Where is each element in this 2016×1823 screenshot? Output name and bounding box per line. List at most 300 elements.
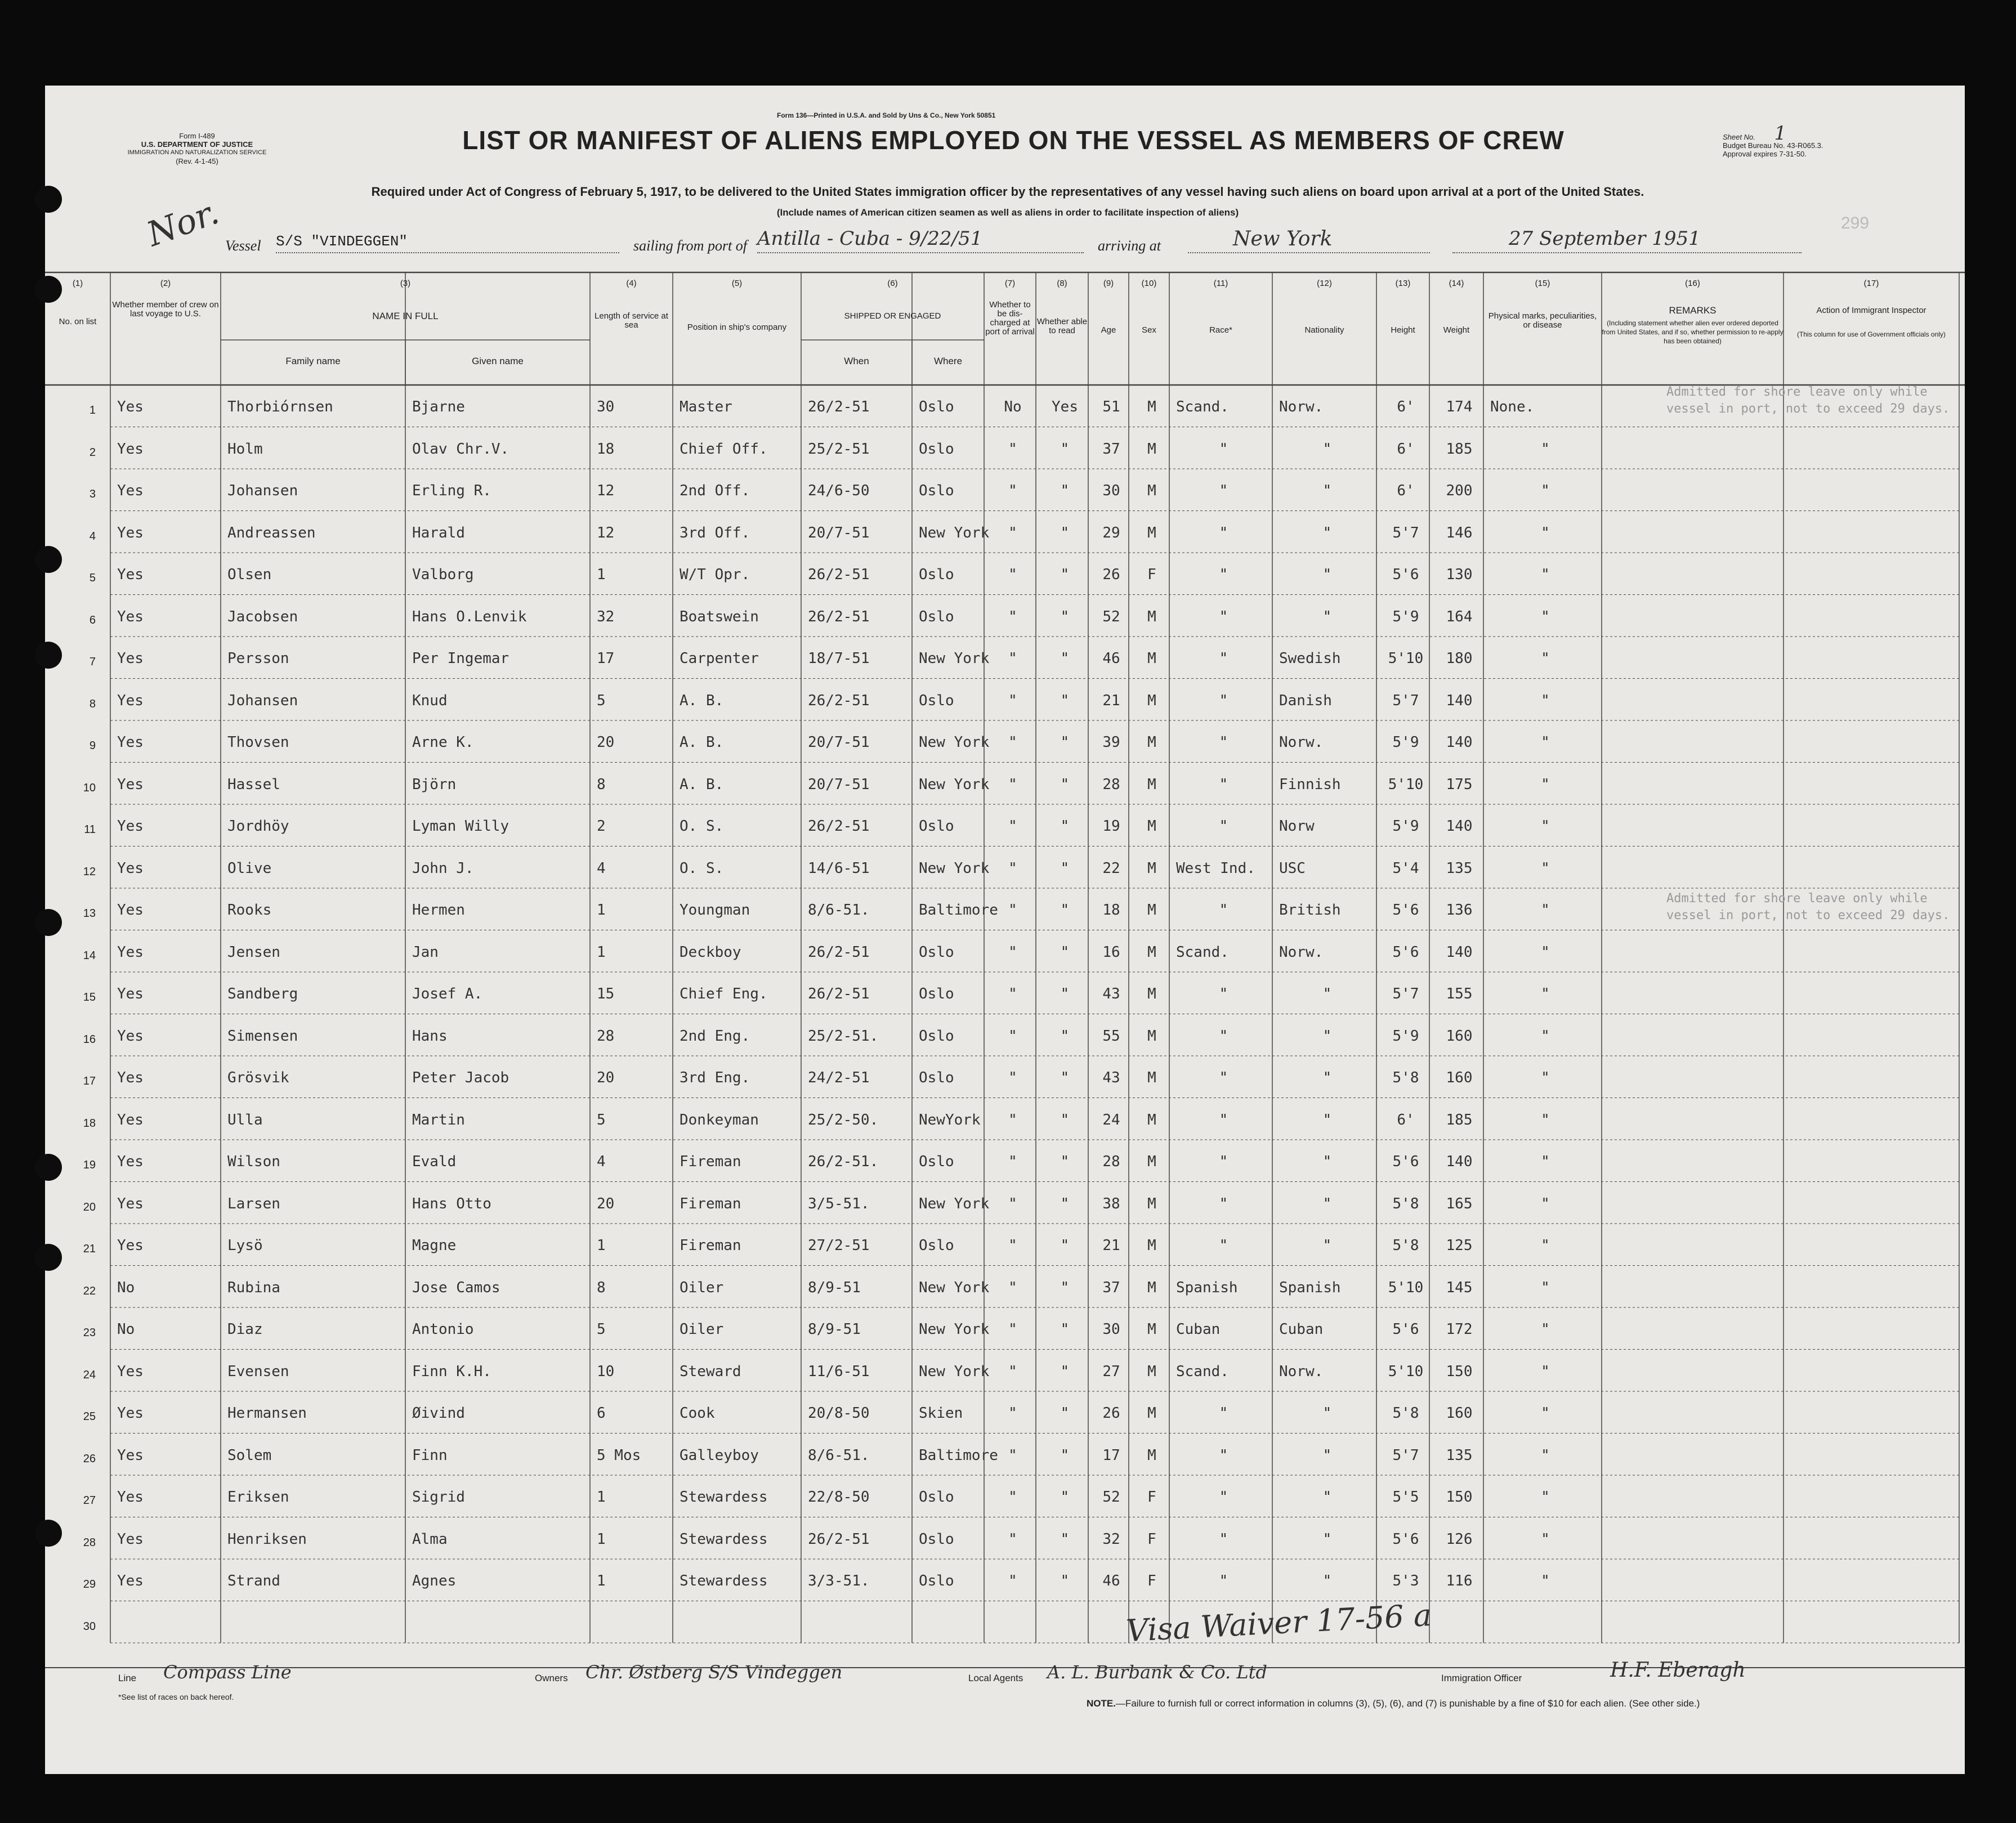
row-14-phys: " xyxy=(1541,943,1550,961)
arriving-label: arriving at xyxy=(1098,238,1161,254)
row-30-n: 30 xyxy=(83,1620,96,1633)
row-5-dis: " xyxy=(1008,566,1017,583)
row-8-phys: " xyxy=(1541,692,1550,709)
row-20-phys: " xyxy=(1541,1195,1550,1212)
row-10-ht: 5'10 xyxy=(1388,776,1424,793)
row-16-wt: 160 xyxy=(1446,1027,1473,1045)
header-sex: Sex xyxy=(1142,325,1156,335)
row-6-n: 6 xyxy=(89,613,96,626)
row-14-where: Oslo xyxy=(919,943,954,961)
row-22-sex: M xyxy=(1147,1279,1156,1296)
row-18-m: Yes xyxy=(117,1111,144,1128)
row-23-phys: " xyxy=(1541,1321,1550,1338)
row-7-n: 7 xyxy=(89,656,96,668)
row-29-giv: Agnes xyxy=(412,1573,457,1589)
header-able-read: Whether able to read xyxy=(1036,317,1088,335)
stamp-number: 299 xyxy=(1841,214,1870,232)
row-12-ht: 5'4 xyxy=(1392,859,1419,877)
row-17-when: 24/2-51 xyxy=(808,1069,870,1086)
row-17-phys: " xyxy=(1541,1069,1550,1086)
row-17-wt: 160 xyxy=(1446,1069,1473,1086)
row-13-wt: 136 xyxy=(1446,902,1473,919)
row-19-phys: " xyxy=(1541,1153,1550,1170)
row-19-nat: " xyxy=(1322,1153,1332,1170)
agents-value: A. L. Burbank & Co. Ltd xyxy=(1047,1661,1267,1683)
agents-label: Local Agents xyxy=(968,1673,1023,1683)
row-18-ht: 6' xyxy=(1397,1111,1415,1128)
row-19-where: Oslo xyxy=(919,1153,954,1170)
row-4-fam: Andreassen xyxy=(227,524,316,541)
row-22-when: 8/9-51 xyxy=(808,1279,861,1296)
row-29-m: Yes xyxy=(117,1573,144,1589)
row-5-giv: Valborg xyxy=(412,566,474,583)
row-14-ht: 5'6 xyxy=(1392,943,1419,961)
row-2-wt: 185 xyxy=(1446,440,1473,458)
row-27-read: " xyxy=(1060,1489,1070,1506)
row-24-read: " xyxy=(1060,1363,1070,1380)
row-17-m: Yes xyxy=(117,1069,144,1086)
row-20-n: 20 xyxy=(83,1201,96,1213)
row-21-sex: M xyxy=(1147,1237,1156,1254)
column-number: (8) xyxy=(1057,279,1067,288)
row-16-sex: M xyxy=(1147,1027,1156,1045)
column-number: (13) xyxy=(1395,279,1411,288)
row-22-pos: Oiler xyxy=(680,1279,724,1296)
row-20-age: 38 xyxy=(1102,1195,1120,1212)
row-24-len: 10 xyxy=(597,1363,615,1380)
row-8-m: Yes xyxy=(117,692,144,709)
row-16-age: 55 xyxy=(1102,1027,1120,1045)
row-4-age: 29 xyxy=(1102,524,1120,541)
row-5-ht: 5'6 xyxy=(1392,566,1419,583)
crew-table xyxy=(45,272,1965,1755)
row-7-fam: Persson xyxy=(227,650,289,667)
row-13-phys: " xyxy=(1541,902,1550,919)
header-remarks: REMARKS xyxy=(1669,305,1716,316)
row-14-dis: " xyxy=(1008,943,1017,961)
row-28-wt: 126 xyxy=(1446,1530,1473,1548)
row-19-ht: 5'6 xyxy=(1392,1153,1419,1170)
row-22-n: 22 xyxy=(83,1284,96,1297)
row-15-race: " xyxy=(1219,986,1228,1002)
row-23-len: 5 xyxy=(597,1321,606,1338)
row-29-nat: " xyxy=(1322,1573,1332,1589)
row-3-when: 24/6-50 xyxy=(808,482,870,499)
row-16-race: " xyxy=(1219,1027,1228,1045)
row-8-where: Oslo xyxy=(919,692,954,709)
row-9-ht: 5'9 xyxy=(1392,734,1419,751)
header-where: Where xyxy=(933,356,963,366)
header-no-on-list: No. on list xyxy=(59,317,97,326)
row-11-age: 19 xyxy=(1102,818,1120,835)
row-27-dis: " xyxy=(1008,1489,1017,1506)
row-17-read: " xyxy=(1060,1069,1070,1086)
row-3-ht: 6' xyxy=(1397,482,1415,499)
owners-label: Owners xyxy=(535,1673,568,1683)
row-18-where: NewYork xyxy=(919,1111,981,1128)
row-2-age: 37 xyxy=(1102,440,1120,458)
row-26-race: " xyxy=(1219,1446,1228,1464)
row-11-pos: O. S. xyxy=(680,818,724,835)
service-name: IMMIGRATION AND NATURALIZATION SERVICE xyxy=(127,149,267,156)
column-number: (12) xyxy=(1317,279,1332,288)
row-8-read: " xyxy=(1060,692,1070,709)
row-7-nat: Swedish xyxy=(1279,650,1341,667)
row-12-wt: 135 xyxy=(1446,859,1473,877)
row-3-fam: Johansen xyxy=(227,482,298,499)
row-23-race: Cuban xyxy=(1176,1321,1221,1338)
revision-date: (Rev. 4-1-45) xyxy=(176,157,218,165)
header-physical-marks: Physical marks, peculiarities, or disease xyxy=(1488,311,1597,330)
row-1-giv: Bjarne xyxy=(412,398,465,415)
sailing-port: Antilla - Cuba - 9/22/51 xyxy=(757,227,983,250)
row-26-when: 8/6-51. xyxy=(808,1446,870,1464)
column-number: (17) xyxy=(1863,279,1879,288)
form-subnote: (Include names of American citizen seamen as well as aliens in order to facilitate inspection of aliens) xyxy=(776,207,1239,218)
row-15-where: Oslo xyxy=(919,986,954,1002)
row-21-ht: 5'8 xyxy=(1392,1237,1419,1254)
row-4-pos: 3rd Off. xyxy=(680,524,750,541)
row-14-race: Scand. xyxy=(1176,943,1229,961)
owners-value: Chr. Østberg S/S Vindeggen xyxy=(585,1661,843,1683)
row-11-giv: Lyman Willy xyxy=(412,818,509,835)
row-4-when: 20/7-51 xyxy=(808,524,870,541)
punch-hole xyxy=(35,1154,62,1181)
row-20-race: " xyxy=(1219,1195,1228,1212)
approval-expiry: Approval expires 7-31-50. xyxy=(1723,150,1807,158)
row-13-when: 8/6-51. xyxy=(808,902,870,919)
row-15-len: 15 xyxy=(597,986,615,1002)
row-5-n: 5 xyxy=(89,572,96,584)
row-28-m: Yes xyxy=(117,1530,144,1548)
row-18-nat: " xyxy=(1322,1111,1332,1128)
row-11-dis: " xyxy=(1008,818,1017,835)
row-11-m: Yes xyxy=(117,818,144,835)
row-24-where: New York xyxy=(919,1363,990,1380)
column-number: (2) xyxy=(160,279,171,288)
row-17-race: " xyxy=(1219,1069,1228,1086)
row-19-dis: " xyxy=(1008,1153,1017,1170)
row-14-giv: Jan xyxy=(412,943,439,961)
row-8-sex: M xyxy=(1147,692,1156,709)
row-14-read: " xyxy=(1060,943,1070,961)
row-11-nat: Norw xyxy=(1279,818,1315,835)
row-25-age: 26 xyxy=(1102,1405,1120,1422)
row-7-phys: " xyxy=(1541,650,1550,667)
row-12-nat: USC xyxy=(1279,859,1306,877)
margin-note: Nor. xyxy=(141,192,224,255)
row-1-m: Yes xyxy=(117,398,144,415)
row-20-len: 20 xyxy=(597,1195,615,1212)
row-3-m: Yes xyxy=(117,482,144,499)
row-7-ht: 5'10 xyxy=(1388,650,1424,667)
row-1-len: 30 xyxy=(597,398,615,415)
row-6-len: 32 xyxy=(597,608,615,625)
vessel-name: S/S "VINDEGGEN" xyxy=(276,233,408,250)
row-11-len: 2 xyxy=(597,818,606,835)
row-22-age: 37 xyxy=(1102,1279,1120,1296)
row-19-age: 28 xyxy=(1102,1153,1120,1170)
row-6-when: 26/2-51 xyxy=(808,608,870,625)
row-28-age: 32 xyxy=(1102,1530,1120,1548)
row-12-phys: " xyxy=(1541,859,1550,877)
row-2-giv: Olav Chr.V. xyxy=(412,440,509,458)
row-26-m: Yes xyxy=(117,1446,144,1464)
row-24-giv: Finn K.H. xyxy=(412,1363,491,1380)
row-27-race: " xyxy=(1219,1489,1228,1506)
row-13-m: Yes xyxy=(117,902,144,919)
row-23-n: 23 xyxy=(83,1327,96,1339)
row-8-len: 5 xyxy=(597,692,606,709)
row-8-when: 26/2-51 xyxy=(808,692,870,709)
row-17-age: 43 xyxy=(1102,1069,1120,1086)
header-action-note: (This column for use of Government officials only) xyxy=(1797,330,1946,338)
row-13-race: " xyxy=(1219,902,1228,919)
row-21-n: 21 xyxy=(83,1243,96,1255)
row-5-race: " xyxy=(1219,566,1228,583)
row-25-race: " xyxy=(1219,1405,1228,1422)
row-6-phys: " xyxy=(1541,608,1550,625)
row-16-m: Yes xyxy=(117,1027,144,1045)
row-18-len: 5 xyxy=(597,1111,606,1128)
visa-waiver-note: Visa Waiver 17-56 a xyxy=(1125,1597,1433,1649)
sheet-meta xyxy=(1723,122,1823,158)
row-3-age: 30 xyxy=(1102,482,1120,499)
row-3-dis: " xyxy=(1008,482,1017,499)
row-27-where: Oslo xyxy=(919,1489,954,1506)
row-21-when: 27/2-51 xyxy=(808,1237,870,1254)
penalty-note xyxy=(1087,1698,1700,1709)
row-16-phys: " xyxy=(1541,1027,1550,1045)
row-9-nat: Norw. xyxy=(1279,734,1324,751)
row-10-pos: A. B. xyxy=(680,776,724,793)
row-14-len: 1 xyxy=(597,943,606,961)
row-24-n: 24 xyxy=(83,1368,96,1381)
line-value: Compass Line xyxy=(163,1661,292,1683)
row-22-where: New York xyxy=(919,1279,990,1296)
row-11-race: " xyxy=(1219,818,1228,835)
row-29-fam: Strand xyxy=(227,1573,280,1589)
row-10-when: 20/7-51 xyxy=(808,776,870,793)
row-23-sex: M xyxy=(1147,1321,1156,1338)
row-15-wt: 155 xyxy=(1446,986,1473,1002)
sailing-field xyxy=(757,227,1084,253)
row-6-fam: Jacobsen xyxy=(227,608,298,625)
row-25-sex: M xyxy=(1147,1405,1156,1422)
row-21-race: " xyxy=(1219,1237,1228,1254)
row-20-when: 3/5-51. xyxy=(808,1195,870,1212)
row-17-len: 20 xyxy=(597,1069,615,1086)
row-21-m: Yes xyxy=(117,1237,144,1254)
row-19-read: " xyxy=(1060,1153,1070,1170)
row-27-phys: " xyxy=(1541,1489,1550,1506)
row-22-read: " xyxy=(1060,1279,1070,1296)
row-21-where: Oslo xyxy=(919,1237,954,1254)
row-28-fam: Henriksen xyxy=(227,1530,307,1548)
row-5-m: Yes xyxy=(117,566,144,583)
row-17-n: 17 xyxy=(83,1075,96,1087)
row-23-read: " xyxy=(1060,1321,1070,1338)
row-6-pos: Boatswein xyxy=(680,608,759,625)
row-13-len: 1 xyxy=(597,902,606,919)
row-26-read: " xyxy=(1060,1446,1070,1464)
row-19-race: " xyxy=(1219,1153,1228,1170)
row-7-age: 46 xyxy=(1102,650,1120,667)
row-15-phys: " xyxy=(1541,986,1550,1002)
row-23-ht: 5'6 xyxy=(1392,1321,1419,1338)
row-2-n: 2 xyxy=(89,446,96,459)
row-2-where: Oslo xyxy=(919,440,954,458)
row-14-wt: 140 xyxy=(1446,943,1473,961)
row-27-nat: " xyxy=(1322,1489,1332,1506)
row-9-phys: " xyxy=(1541,734,1550,751)
row-28-nat: " xyxy=(1322,1530,1332,1548)
row-12-pos: O. S. xyxy=(680,859,724,877)
row-13-nat: British xyxy=(1279,902,1341,919)
row-17-fam: Grösvik xyxy=(227,1069,289,1086)
row-15-m: Yes xyxy=(117,986,144,1002)
column-number: (5) xyxy=(731,279,743,288)
row-3-nat: " xyxy=(1322,482,1332,499)
row-1-dis: No xyxy=(1004,398,1022,415)
row-10-age: 28 xyxy=(1102,776,1120,793)
row-21-giv: Magne xyxy=(412,1237,457,1254)
row-28-len: 1 xyxy=(597,1530,606,1548)
row-28-where: Oslo xyxy=(919,1530,954,1548)
row-20-nat: " xyxy=(1322,1195,1332,1212)
row-2-nat: " xyxy=(1322,440,1332,458)
column-number: (9) xyxy=(1103,279,1114,288)
punch-hole xyxy=(35,642,62,669)
row-8-wt: 140 xyxy=(1446,692,1473,709)
header-race: Race* xyxy=(1209,325,1232,335)
row-27-n: 27 xyxy=(83,1494,96,1507)
row-15-age: 43 xyxy=(1102,986,1120,1002)
row-21-len: 1 xyxy=(597,1237,606,1254)
printer-line: Form 136—Printed in U.S.A. and Sold by Uns & Co., New York 50851 xyxy=(777,111,996,119)
row-12-when: 14/6-51 xyxy=(808,859,870,877)
row-29-pos: Stewardess xyxy=(680,1573,768,1589)
column-number: (16) xyxy=(1685,279,1700,288)
row-10-race: " xyxy=(1219,776,1228,793)
row-3-giv: Erling R. xyxy=(412,482,491,499)
row-9-fam: Thovsen xyxy=(227,734,289,751)
row-26-phys: " xyxy=(1541,1446,1550,1464)
row-19-pos: Fireman xyxy=(680,1153,741,1170)
row-27-age: 52 xyxy=(1102,1489,1120,1506)
row-26-n: 26 xyxy=(83,1452,96,1465)
row-10-giv: Björn xyxy=(412,776,457,793)
row-15-n: 15 xyxy=(83,991,96,1004)
row-26-nat: " xyxy=(1322,1446,1332,1464)
row-22-dis: " xyxy=(1008,1279,1017,1296)
row-19-giv: Evald xyxy=(412,1153,457,1170)
row-17-sex: M xyxy=(1147,1069,1156,1086)
row-28-n: 28 xyxy=(83,1536,96,1549)
row-29-race: " xyxy=(1219,1573,1228,1589)
row-1-when: 26/2-51 xyxy=(808,398,870,415)
row-22-fam: Rubina xyxy=(227,1279,280,1296)
column-number: (6) xyxy=(887,279,898,288)
row-23-giv: Antonio xyxy=(412,1321,474,1338)
line-label: Line xyxy=(118,1673,137,1683)
row-15-when: 26/2-51 xyxy=(808,986,870,1002)
row-20-giv: Hans Otto xyxy=(412,1195,491,1212)
row-9-len: 20 xyxy=(597,734,615,751)
row-6-where: Oslo xyxy=(919,608,954,625)
row-9-read: " xyxy=(1060,734,1070,751)
row-24-phys: " xyxy=(1541,1363,1550,1380)
row-24-wt: 150 xyxy=(1446,1363,1473,1380)
row-10-read: " xyxy=(1060,776,1070,793)
row-28-pos: Stewardess xyxy=(680,1530,768,1548)
row-4-ht: 5'7 xyxy=(1392,524,1419,541)
row-29-age: 46 xyxy=(1102,1573,1120,1589)
row-26-len: 5 Mos xyxy=(597,1446,641,1464)
row-2-dis: " xyxy=(1008,440,1017,458)
row-17-where: Oslo xyxy=(919,1069,954,1086)
row-10-n: 10 xyxy=(83,781,96,794)
row-12-giv: John J. xyxy=(412,859,474,877)
row-5-where: Oslo xyxy=(919,566,954,583)
row-11-n: 11 xyxy=(84,823,96,836)
column-number: (3) xyxy=(400,279,411,288)
row-26-dis: " xyxy=(1008,1446,1017,1464)
row-20-sex: M xyxy=(1147,1195,1156,1212)
row-15-fam: Sandberg xyxy=(227,986,298,1002)
remark-row-1: Admitted for shore leave only while vessel in port, not to exceed 29 days. xyxy=(1666,385,1950,416)
row-14-sex: M xyxy=(1147,943,1156,961)
row-20-pos: Fireman xyxy=(680,1195,741,1212)
row-1-age: 51 xyxy=(1102,398,1120,415)
row-13-giv: Hermen xyxy=(412,902,465,919)
row-7-when: 18/7-51 xyxy=(808,650,870,667)
row-28-phys: " xyxy=(1541,1530,1550,1548)
row-19-len: 4 xyxy=(597,1153,606,1170)
row-6-nat: " xyxy=(1322,608,1332,625)
row-1-ht: 6' xyxy=(1397,398,1415,415)
row-8-n: 8 xyxy=(89,697,96,710)
row-12-race: West Ind. xyxy=(1176,859,1255,877)
row-19-sex: M xyxy=(1147,1153,1156,1170)
row-2-pos: Chief Off. xyxy=(680,440,768,458)
column-number: (7) xyxy=(1004,279,1016,288)
row-4-nat: " xyxy=(1322,524,1332,541)
row-14-m: Yes xyxy=(117,943,144,961)
remark-row-12: Admitted for shore leave only while vessel in port, not to exceed 29 days. xyxy=(1666,892,1950,922)
note-text: —Failure to furnish full or correct information in columns (3), (5), (6), and (7) is punishable by a fine of $10 for each alien. (See other side.) xyxy=(1115,1698,1700,1709)
row-22-phys: " xyxy=(1541,1279,1550,1296)
row-9-sex: M xyxy=(1147,734,1156,751)
row-1-fam: Thorbiórnsen xyxy=(227,398,333,415)
header-given-name: Given name xyxy=(472,356,524,366)
column-number: (14) xyxy=(1449,279,1464,288)
header-shipped-engaged: SHIPPED OR ENGAGED xyxy=(844,311,941,321)
row-25-m: Yes xyxy=(117,1405,144,1422)
row-1-wt: 174 xyxy=(1446,398,1473,415)
header-nationality: Nationality xyxy=(1304,325,1344,335)
arriving-field xyxy=(1188,227,1430,253)
row-15-pos: Chief Eng. xyxy=(680,986,768,1002)
row-4-sex: M xyxy=(1147,524,1156,541)
row-23-age: 30 xyxy=(1102,1321,1120,1338)
row-13-read: " xyxy=(1060,902,1070,919)
row-9-race: " xyxy=(1219,734,1228,751)
row-3-len: 12 xyxy=(597,482,615,499)
arrival-date-field xyxy=(1452,227,1802,253)
budget-number: Budget Bureau No. 43-R065.3. xyxy=(1723,141,1823,150)
row-14-pos: Deckboy xyxy=(680,943,741,961)
